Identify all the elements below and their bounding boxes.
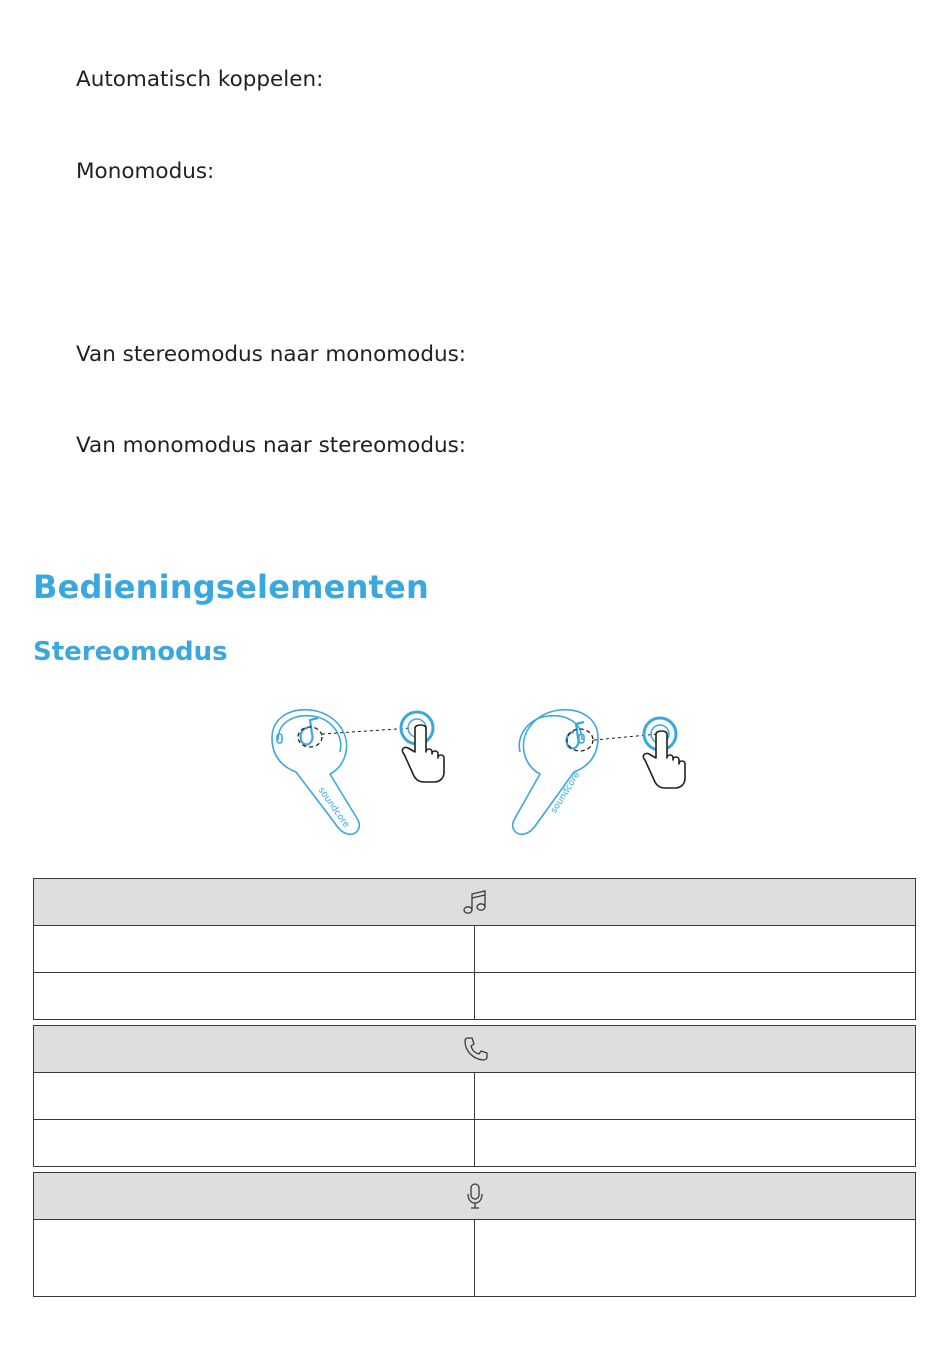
left-brand-text: soundcore (315, 785, 351, 830)
controls-title: Bedieningselementen (33, 568, 429, 606)
left-earbud-icon (272, 710, 359, 835)
stereo-mode-subtitle: Stereomodus (33, 637, 228, 667)
table-cell (474, 1073, 915, 1119)
auto-pair-label: Automatisch koppelen: (76, 67, 324, 92)
call-controls-table (33, 1025, 916, 1167)
table-row (34, 1073, 915, 1120)
table-row (34, 1220, 915, 1296)
voice-assistant-header (34, 1173, 915, 1220)
stereo-to-mono-label: Van stereomodus naar monomodus: (76, 342, 467, 367)
mono-to-stereo-label: Van monomodus naar stereomodus: (76, 433, 467, 458)
table-cell (474, 1220, 915, 1296)
table-row (34, 1120, 915, 1166)
right-brand-text: soundcore (549, 770, 583, 816)
table-cell (474, 973, 915, 1019)
left-tap-hand-icon (401, 712, 444, 782)
right-tap-hand-icon (643, 718, 685, 788)
right-earbud-icon (513, 710, 598, 835)
voice-assistant-table (33, 1172, 916, 1297)
microphone-icon (465, 1182, 485, 1210)
table-row (34, 926, 915, 973)
table-cell (34, 1120, 474, 1166)
table-row (34, 973, 915, 1019)
table-cell (34, 973, 474, 1019)
table-cell (474, 926, 915, 972)
earbuds-tap-illustration (262, 700, 702, 842)
music-note-icon (462, 888, 488, 916)
call-header (34, 1026, 915, 1073)
music-controls-table (33, 878, 916, 1020)
mono-mode-label: Monomodus: (76, 159, 215, 184)
music-header (34, 879, 915, 926)
table-cell (34, 1073, 474, 1119)
table-cell (474, 1120, 915, 1166)
phone-icon (462, 1035, 488, 1063)
table-cell (34, 1220, 474, 1296)
table-cell (34, 926, 474, 972)
